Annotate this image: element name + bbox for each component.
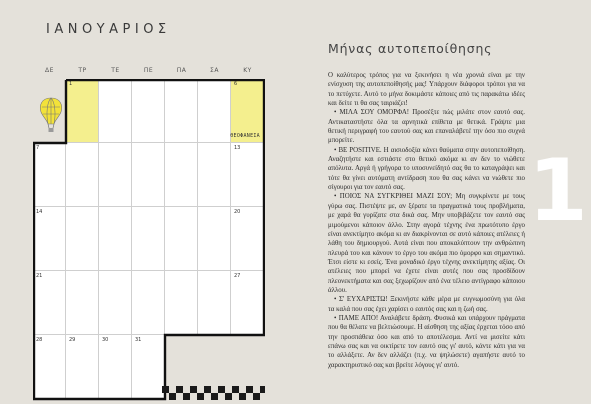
day-header: ΣΑ <box>210 67 219 74</box>
day-number: 27 <box>234 273 241 279</box>
day-number: 29 <box>69 337 76 343</box>
calendar-day-cell <box>198 271 231 335</box>
calendar-day-cell <box>99 335 132 399</box>
calendar-day-cell <box>231 207 264 271</box>
calendar-day-cell <box>231 143 264 207</box>
article-body <box>328 71 525 370</box>
calendar-day-cell <box>99 271 132 335</box>
checkered-pattern <box>162 386 265 400</box>
day-header: ΤΡ <box>78 67 87 74</box>
calendar-day-cell <box>66 143 99 207</box>
calendar-day-cell <box>99 143 132 207</box>
calendar-day-cell <box>165 79 198 143</box>
article-paragraph: • ΠΟΙΟΣ ΝΑ ΣΥΓΚΡΙΘΕΙ ΜΑΖΙ ΣΟΥ; Μη συγκρίνετε με τους γύρω σας. Πιστέψτε με, αν ξέρατε τα πραγματικά τους προβλήματα, με χαρά θα γυρίζατε στα δικά σας. Μην υποβιβάζετε τον εαυτό σας μιμούμενοι κάποιον άλλο. Στην αγορά τέχνης ένα πρωτότυπο έργο είναι ανεκτίμητο ακόμα κι αν διακρίνονται σε αυτό κάποιες ατέλειες ή λάθη του δημιουργού. Αυτά είναι που αποκαλύπτουν την ανθρώπινη πλευρά του και κάνουν το έργο του ακόμα πιο όμορφο και σημαντικό. Έτσι είστε κι εσείς. Ένα μοναδικό έργο τέχνης ανεκτίμητης αξίας. Οι ατέλειες που μπορεί να έχετε είναι αυτές που σας προσδίδουν πλεονεκτήματα και σας ξεχωρίζουν από ένα τέλειο αντίγραφο κάποιου άλλου. <box>328 193 525 294</box>
calendar-day-cell <box>132 143 165 207</box>
calendar-day-cell <box>132 207 165 271</box>
article-paragraph: • ΠΑΜΕ ΑΠΟ! Αναλάβετε δράση. Φυσικά και υπάρχουν πράγματα που θα θέλατε να βελτιώσουμε. Η αίσθηση της αξίας έρχεται τόσο από την προσπάθεια όσο και από το αποτέλεσμα. Αντί να μισείτε κάτι επάνω σας και να οικτίρετε τον εαυτό σας γι' αυτό, κάντε κάτι για να το αλλάξετε. Αν δεν αλλάζει (π.χ. να ψηλώσετε) αγαπήστε αυτό το χαρακτηριστικό σας και βρείτε λόγους γι' αυτό. <box>328 314 525 369</box>
article-paragraph: Ο καλύτερος τρόπος για να ξεκινήσει η νέα χρονιά είναι με την ενίσχυση της αυτοπεποίθησής μας! Υπάρχουν διάφοροι τρόποι για να το πετύχετε. Αυτό το μήνα δοκιμάστε κάποιες από τις παρακάτω ιδέες και δείτε τι θα σας ταιριάζει! <box>328 72 525 108</box>
calendar-day-cell <box>165 271 198 335</box>
day-number: 20 <box>234 209 241 215</box>
day-number: 1 <box>69 81 73 87</box>
article-paragraph: • Σ' ΕΥΧΑΡΙΣΤΩ! Ξεκινήστε κάθε μέρα με ευγνωμοσύνη για όλα τα καλά που σας έχει χαρίσει ο εαυτός σας και η ζωή σας. <box>328 296 525 313</box>
holiday-note: ΘΕΟΦΑΝΕΙΑ <box>230 133 260 139</box>
calendar-day-cell <box>198 79 231 143</box>
calendar-day-cell <box>198 143 231 207</box>
day-number: 21 <box>36 273 43 279</box>
day-number: 30 <box>102 337 109 343</box>
calendar-day-cell <box>165 207 198 271</box>
calendar-day-cell <box>132 79 165 143</box>
day-number: 13 <box>234 145 241 151</box>
day-header: ΤΕ <box>111 67 120 74</box>
day-header: ΔΕ <box>45 67 54 74</box>
calendar-day-cell <box>198 207 231 271</box>
day-number: 14 <box>36 209 43 215</box>
calendar-day-cell <box>66 271 99 335</box>
calendar-day-cell <box>33 335 66 399</box>
calendar-day-cell <box>132 335 165 399</box>
day-header: ΠΕ <box>143 67 154 74</box>
calendar-day-cell <box>231 79 264 143</box>
calendar-day-cell <box>99 207 132 271</box>
day-number: 6 <box>234 81 238 87</box>
article-paragraph: • ΒΕ POSITIVE. Η αισιοδοξία κάνει θαύματα στην αυτοπεποίθηση. Αναζητήστε και εστιάστε στο θετικό ακόμα κι αν δεν το νιώθετε απόλυτα. Αργά ή γρήγορα το υποσυνείδητό σας θα το καταγράψει και τότε θα γίνει αυτόματη αντίδραση που θα σας κάνει να νιώθετε πιο σίγουροι για τον εαυτό σας. <box>328 146 525 192</box>
calendar-day-cell <box>99 79 132 143</box>
calendar-day-cell <box>231 271 264 335</box>
day-number: 28 <box>36 337 43 343</box>
hot-air-balloon-icon <box>37 96 65 134</box>
calendar-day-cell <box>66 79 99 143</box>
day-header: ΠΑ <box>176 67 187 74</box>
calendar-day-cell <box>132 271 165 335</box>
calendar-day-cell <box>33 271 66 335</box>
calendar-day-cell <box>33 207 66 271</box>
article-title: Μήνας αυτοπεποίθησης <box>328 41 493 56</box>
calendar-day-cell <box>66 335 99 399</box>
day-number: 7 <box>36 145 40 151</box>
calendar-day-cell <box>66 207 99 271</box>
day-number: 31 <box>135 337 142 343</box>
calendar-grid <box>33 79 265 399</box>
month-title: ΙΑΝΟΥΑΡΙΟΣ <box>46 22 171 37</box>
calendar-day-cell <box>165 143 198 207</box>
article-paragraph: • ΜΙΛΑ ΣΟΥ ΟΜΟΡΦΑ! Προσέξτε πώς μιλάτε στον εαυτό σας. Αντικαταστήστε όλα τα αρνητικά επίθετα με θετικά. Γράψτε μια θετική περιγραφή του εαυτού σας και επαναλάβετέ την όσο πιο συχνά μπορείτε. <box>328 109 525 145</box>
day-header: ΚΥ <box>243 67 252 74</box>
page-number: 1 <box>528 141 588 241</box>
calendar-day-cell <box>33 143 66 207</box>
